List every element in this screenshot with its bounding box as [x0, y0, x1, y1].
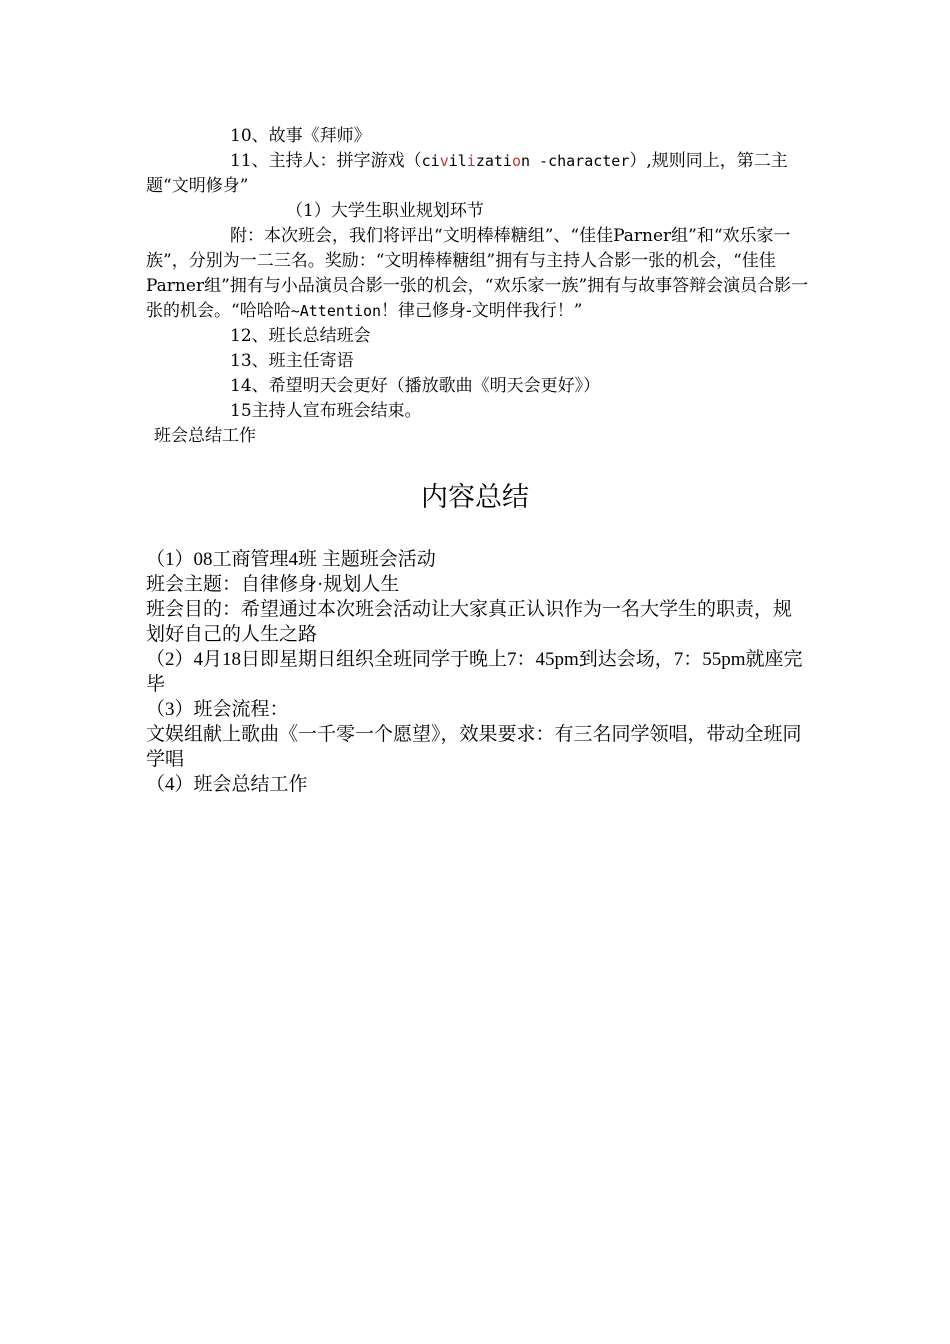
- summary-line: 文娱组献上歌曲《一千零一个愿望》，效果要求：有三名同学领唱，带动全班同学唱: [146, 724, 802, 770]
- agenda-item-14: 14、希望明天会更好（播放歌曲《明天会更好》）: [230, 376, 601, 396]
- summary-line: （3）班会流程：: [146, 699, 289, 720]
- word-civilization-part: il: [448, 152, 467, 170]
- agenda-note-part1: 附：本次班会，我们将评出“文明棒棒糖组”、“佳佳Parner组”和“欢乐家一族”，分别为一二三名。奖励：“文明棒棒糖组”拥有与主持人合影一张的机会，“佳佳Parner组”拥有与小品演员合影一张的机会，“欢乐家一族”拥有与故事答辩会演员合影一张的机会。“哈哈哈: [146, 226, 809, 321]
- agenda-item-11: [146, 149, 811, 199]
- summary-line: （1）08工商管理4班 主题班会活动: [146, 549, 436, 570]
- agenda-sub-item-1: （1）大学生职业规划环节: [286, 201, 484, 221]
- agenda-item-13: 13、班主任寄语: [230, 351, 354, 371]
- word-civilization-part: zati: [475, 152, 512, 170]
- agenda-closing: 班会总结工作: [154, 426, 256, 446]
- agenda-note-attention: ~Attention: [290, 302, 382, 320]
- agenda-item-11-prefix: 11、主持人：拼字游戏（: [230, 151, 422, 171]
- agenda-section: [146, 124, 811, 449]
- word-civilization-part: n -character: [520, 152, 630, 170]
- agenda-note-part2: ！律己修身-文明伴我行！”: [381, 301, 583, 321]
- summary-line: 班会目的：希望通过本次班会活动让大家真正认识作为一名大学生的职责，规划好自己的人生之路: [146, 599, 793, 645]
- summary-line: （2）4月18日即星期日组织全班同学于晚上7：45pm到达会场，7：55pm就座完毕: [146, 649, 803, 695]
- agenda-item-15: 15主持人宣布班会结束。: [230, 401, 422, 421]
- summary-line: 班会主题：自律修身·规划人生: [146, 574, 400, 595]
- word-civilization-highlight: v: [439, 152, 449, 170]
- agenda-item-11-suffix: ）,规则同上，第二主题“文明修身”: [146, 151, 788, 196]
- agenda-note: [146, 224, 811, 324]
- word-civilization-highlight: o: [511, 152, 521, 170]
- summary-section: [146, 547, 806, 797]
- agenda-item-12: 12、班长总结班会: [230, 326, 371, 346]
- summary-line: （4）班会总结工作: [146, 774, 308, 795]
- agenda-item-10: 10、故事《拜师》: [230, 126, 371, 146]
- word-civilization-part: ci: [421, 152, 440, 170]
- summary-title: 内容总结: [421, 482, 529, 513]
- word-civilization-highlight: i: [466, 152, 476, 170]
